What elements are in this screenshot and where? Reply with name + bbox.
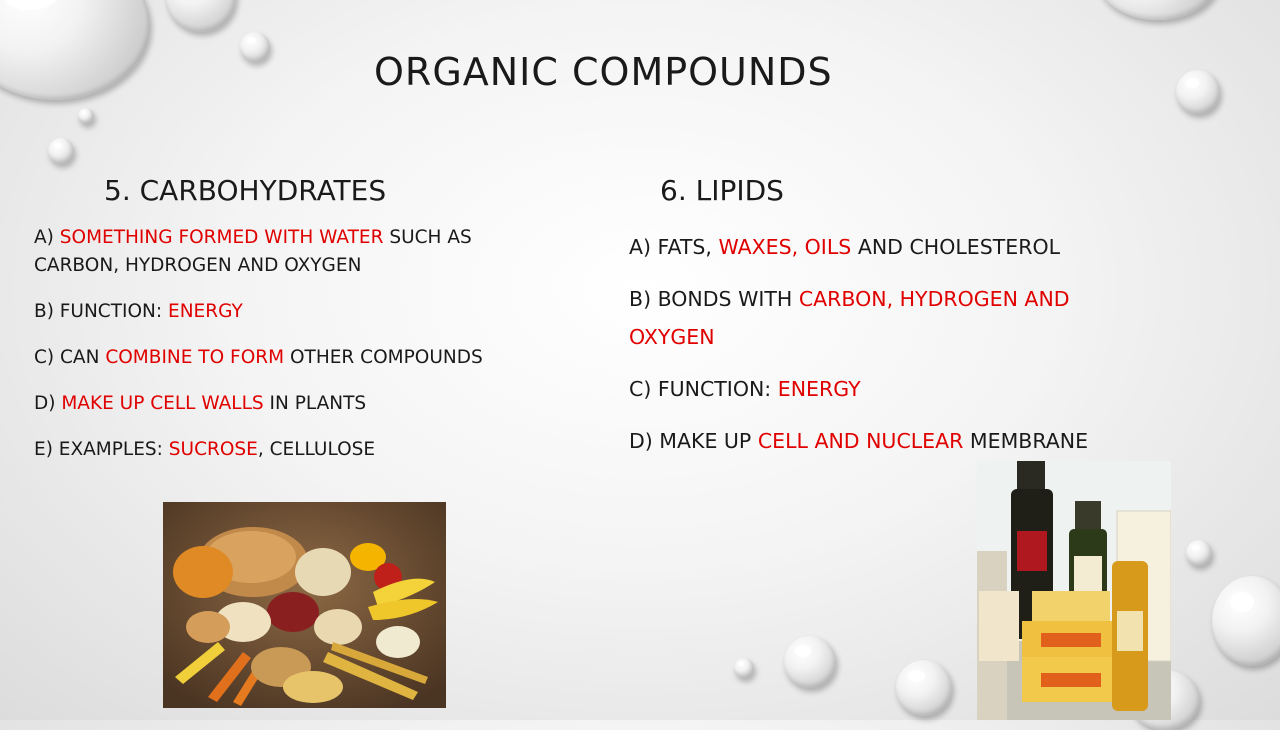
highlighted-text: MAKE UP CELL WALLS: [61, 393, 264, 414]
carbohydrates-heading: 5. CARBOHYDRATES: [104, 174, 387, 207]
item-text: A): [34, 227, 60, 248]
water-droplet-decoration: [48, 138, 74, 164]
item-text: IN PLANTS: [263, 393, 367, 414]
carbohydrate-foods-illustration: [163, 502, 446, 708]
highlighted-text: CELL AND NUCLEAR: [757, 429, 964, 453]
highlighted-text: CARBON, HYDROGEN AND OXYGEN: [629, 287, 1070, 349]
lipids-list: [629, 228, 1149, 474]
carbohydrate-foods-photo: [163, 502, 446, 708]
water-droplet-decoration: [784, 636, 836, 688]
highlighted-text: ENERGY: [777, 377, 861, 401]
water-droplet-decoration: [0, 0, 150, 100]
carbohydrates-list-item: [34, 436, 554, 464]
water-droplet-decoration: [1176, 70, 1220, 114]
highlighted-text: SOMETHING FORMED WITH WATER: [59, 227, 384, 248]
water-droplet-decoration: [734, 658, 754, 678]
item-text: C) CAN: [34, 347, 106, 368]
highlighted-text: ENERGY: [168, 301, 243, 322]
lipids-list-item: [629, 280, 1149, 356]
carbohydrates-list-item: [34, 224, 554, 280]
carbohydrates-list: [34, 224, 554, 482]
highlighted-text: SUCROSE: [168, 439, 258, 460]
item-text: AND CHOLESTEROL: [851, 235, 1061, 259]
lipids-heading: 6. LIPIDS: [660, 174, 784, 207]
fats-and-oils-photo: [977, 461, 1171, 720]
water-droplet-decoration: [896, 660, 952, 716]
item-text: D): [34, 393, 62, 414]
item-text: SUCH AS CARBON, HYDROGEN AND OXYGEN: [34, 227, 472, 276]
item-text: A) FATS,: [629, 235, 719, 259]
water-droplet-decoration: [240, 32, 270, 62]
carbohydrates-list-item: [34, 390, 554, 418]
lipids-list-item: [629, 228, 1149, 266]
water-droplet-decoration: [78, 108, 94, 124]
item-text: B) BONDS WITH: [629, 287, 799, 311]
highlighted-text: COMBINE TO FORM: [105, 347, 285, 368]
water-droplet-decoration: [1186, 540, 1212, 566]
slide-title: ORGANIC COMPOUNDS: [374, 50, 833, 94]
item-text: OTHER COMPOUNDS: [284, 347, 483, 368]
item-text: , CELLULOSE: [257, 439, 376, 460]
item-text: C) FUNCTION:: [629, 377, 778, 401]
lipids-list-item: [629, 422, 1149, 460]
fats-and-oils-illustration: [977, 461, 1171, 720]
water-droplet-decoration: [1098, 0, 1218, 20]
item-text: B) FUNCTION:: [34, 301, 168, 322]
carbohydrates-list-item: [34, 298, 554, 326]
carbohydrates-list-item: [34, 344, 554, 372]
item-text: MEMBRANE: [963, 429, 1089, 453]
item-text: E) EXAMPLES:: [34, 439, 169, 460]
water-droplet-decoration: [166, 0, 236, 32]
lipids-list-item: [629, 370, 1149, 408]
water-droplet-decoration: [1212, 576, 1280, 666]
item-text: D) MAKE UP: [629, 429, 758, 453]
highlighted-text: WAXES, OILS: [718, 235, 852, 259]
